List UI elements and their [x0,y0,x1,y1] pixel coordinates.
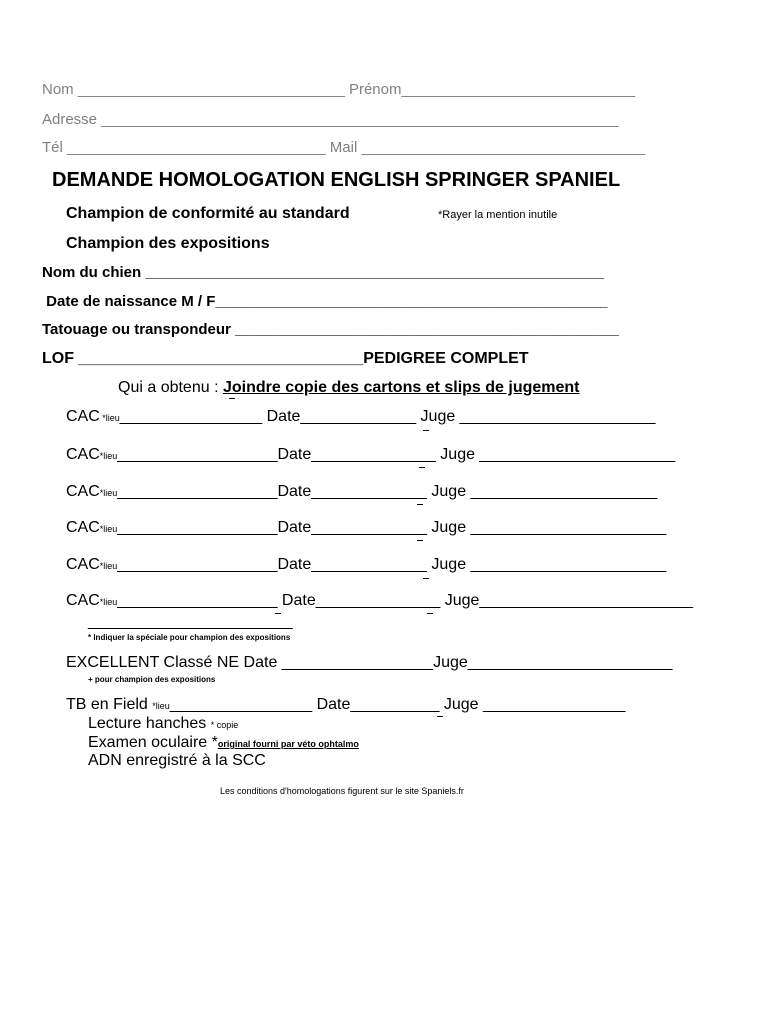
field-excellent: EXCELLENT Classé NE Date _________________Juge_______________________ [66,654,673,671]
tick-mark [427,613,433,614]
lieu-note: *lieu [99,597,118,607]
field-tatouage: Tatouage ou transpondeur ______________________________________________ [42,321,619,338]
lieu-note: *lieu [152,701,170,711]
tick-mark [417,504,423,505]
tick-mark [437,716,443,717]
cac-fields: __________________ Date______________ Juge________________________ [117,592,693,609]
field-tel-mail: Tél _______________________________ Mail __________________________________ [42,139,646,156]
cac-row [66,592,693,610]
cac-row [66,483,657,501]
tick-mark [423,578,429,579]
cac-row [66,556,666,574]
cac-fields: __________________Date_____________ Juge _____________________ [117,483,658,500]
option-expositions: Champion des expositions [66,235,270,252]
cac-label: CAC [66,483,100,500]
lieu-note: *lieu [99,413,120,423]
tick-mark [423,430,429,431]
obtained-instruction: Joindre copie des cartons et slips de jugement [222,379,580,396]
cac-extra-line: _______________________ [88,613,293,630]
tb-field-fields: ________________ Date__________ Juge ________________ [169,696,626,713]
lof-label: LOF ________________________________ [42,350,364,367]
rayer-note: *Rayer la mention inutile [438,209,558,221]
note-excellent: + pour champion des expositions [88,675,216,684]
cac-label: CAC [66,408,100,425]
obtained-prefix: Qui a obtenu : [118,379,223,396]
lecture-label: Lecture hanches [88,715,211,732]
field-nom-chien: Nom du chien _______________________________________________________ [42,264,605,281]
examen-oculaire [88,734,359,752]
examen-label: Examen oculaire * [88,734,218,751]
lieu-note: *lieu [99,561,118,571]
cac-row [66,446,675,464]
footer-note: Les conditions d'homologations figurent sur le site Spaniels.fr [220,786,464,796]
tick-mark [417,540,423,541]
option-conformite: Champion de conformité au standard [66,205,350,222]
obtained-line [118,379,580,397]
examen-note: original fourni par véto ophtalmo [217,739,359,749]
pedigree-complet: PEDIGREE COMPLET [363,350,529,367]
lecture-hanches [88,715,238,733]
cac-label: CAC [66,446,100,463]
cac-row [66,408,655,426]
field-tb-field [66,696,625,714]
adn-enregistre: ADN enregistré à la SCC [88,752,266,769]
note-speciale: * Indiquer la spéciale pour champion des expositions [88,633,291,642]
lieu-note: *lieu [99,488,118,498]
page-title: DEMANDE HOMOLOGATION ENGLISH SPRINGER SPANIEL [52,169,621,191]
tb-field-label: TB en Field [66,696,153,713]
cac-fields: ________________ Date_____________ Juge ______________________ [119,408,656,425]
cac-fields: __________________Date_____________ Juge ______________________ [117,519,667,536]
field-adresse: Adresse ______________________________________________________________ [42,111,619,128]
lieu-note: *lieu [99,451,118,461]
lieu-note: *lieu [99,524,118,534]
tick-mark [229,398,235,399]
cac-label: CAC [66,592,100,609]
field-lof [42,350,529,368]
cac-fields: __________________Date______________ Juge ______________________ [117,446,676,463]
cac-fields: __________________Date_____________ Juge ______________________ [117,556,667,573]
cac-row [66,519,666,537]
cac-label: CAC [66,519,100,536]
tick-mark [419,467,425,468]
lecture-note: * copie [210,720,239,730]
field-date-naissance: Date de naissance M / F_______________________________________________ [42,293,608,310]
field-nom-prenom: Nom ________________________________ Prénom____________________________ [42,81,636,98]
cac-label: CAC [66,556,100,573]
